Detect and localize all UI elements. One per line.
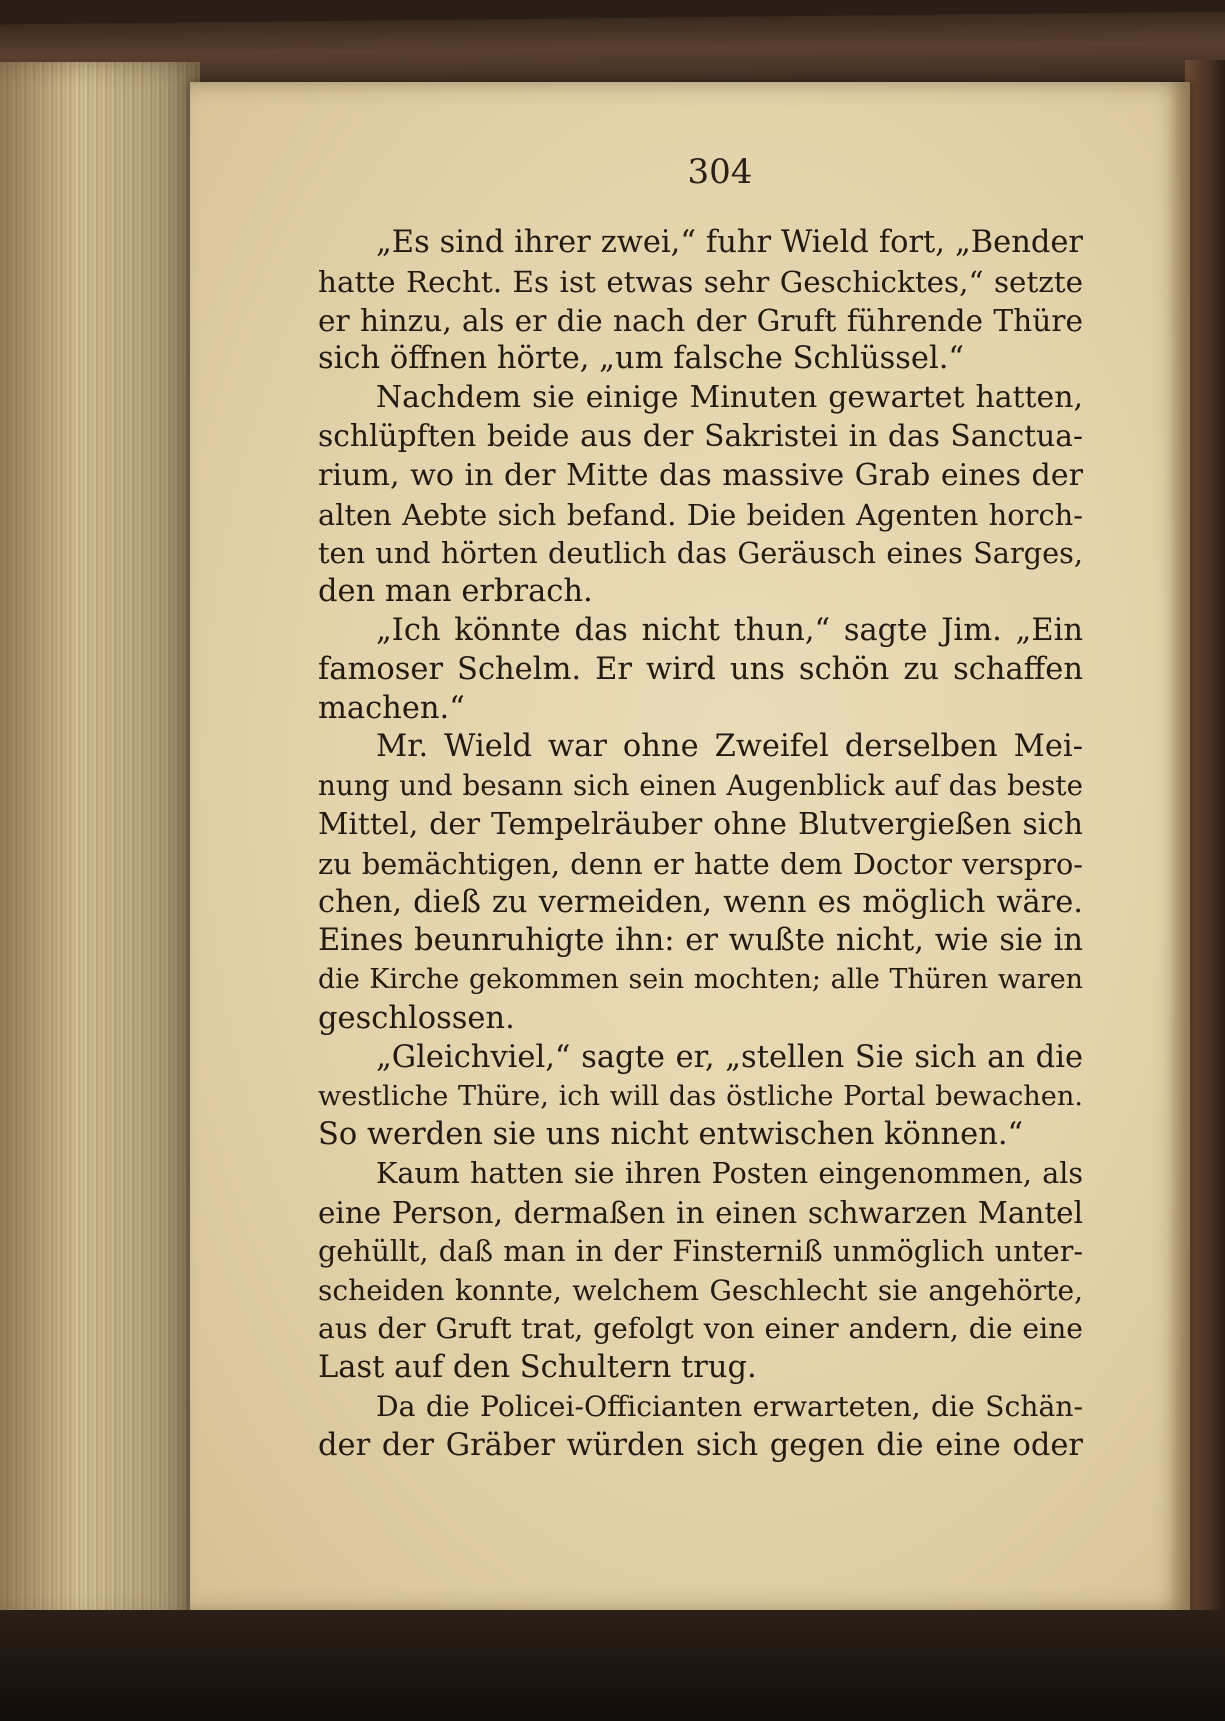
page-text-block: [318, 224, 1083, 1466]
text-line: er hinzu, als er die nach der Gruft führende Thüre: [318, 302, 1083, 338]
text-line: Last auf den Schultern trug.: [318, 1350, 757, 1386]
text-line: aus der Gruft trat, gefolgt von einer andern, die eine: [318, 1312, 1083, 1346]
text-line: zu bemächtigen, denn er hatte dem Doctor verspro-: [318, 846, 1083, 881]
text-line: Mittel, der Tempelräuber ohne Blutvergießen sich: [318, 806, 1083, 842]
text-line: sich öffnen hörte, „um falsche Schlüssel.“: [318, 341, 964, 377]
text-line: eine Person, dermaßen in einen schwarzen Mantel: [318, 1195, 1083, 1230]
text-line: den man erbrach.: [318, 574, 593, 610]
page-number: 304: [687, 152, 753, 192]
text-line: Eines beunruhigte ihn: er wußte nicht, wie sie in: [318, 923, 1083, 959]
text-line: Kaum hatten sie ihren Posten eingenommen, als: [376, 1157, 1083, 1191]
text-line: So werden sie uns nicht entwischen können.“: [318, 1117, 1024, 1153]
text-line: „Gleichviel,“ sagte er, „stellen Sie sich an die: [376, 1039, 1083, 1075]
text-line: die Kirche gekommen sein mochten; alle Thüren waren: [318, 964, 1083, 996]
text-line: der der Gräber würden sich gegen die eine oder: [318, 1427, 1083, 1463]
book-page: [190, 82, 1190, 1612]
text-line: ten und hörten deutlich das Geräusch eines Sarges,: [318, 536, 1083, 571]
text-line: famoser Schelm. Er wird uns schön zu schaffen: [318, 651, 1083, 687]
text-line: machen.“: [318, 690, 465, 726]
text-line: hatte Recht. Es ist etwas sehr Geschicktes,“ setzte: [318, 264, 1083, 299]
text-line: nung und besann sich einen Augenblick auf das beste: [318, 769, 1083, 803]
text-line: „Es sind ihrer zwei,“ fuhr Wield fort, „Bender: [376, 225, 1083, 260]
text-line: Da die Policei-Officianten erwarteten, die Schän-: [376, 1389, 1083, 1423]
text-line: Nachdem sie einige Minuten gewartet hatten,: [376, 380, 1083, 416]
stacked-page-edges: [0, 62, 200, 1622]
text-line: „Ich könnte das nicht thun,“ sagte Jim. „Ein: [376, 612, 1083, 648]
text-line: Mr. Wield war ohne Zweifel derselben Mei-: [376, 729, 1083, 765]
text-line: chen, dieß zu vermeiden, wenn es möglich wäre.: [318, 884, 1083, 920]
text-line: scheiden konnte, welchem Geschlecht sie angehörte,: [318, 1273, 1083, 1307]
text-line: alten Aebte sich befand. Die beiden Agenten horch-: [318, 497, 1083, 532]
book-cover-right-edge: [1185, 60, 1225, 1620]
text-line: schlüpften beide aus der Sakristei in das Sanctua-: [318, 418, 1083, 454]
text-line: westliche Thüre, ich will das östliche Portal bewachen.: [318, 1080, 1083, 1112]
book-bottom-edge: [0, 1610, 1225, 1721]
text-line: gehüllt, daß man in der Finsterniß unmöglich unter-: [318, 1234, 1083, 1268]
text-line: geschlossen.: [318, 1000, 515, 1036]
text-line: rium, wo in der Mitte das massive Grab eines der: [318, 457, 1083, 493]
